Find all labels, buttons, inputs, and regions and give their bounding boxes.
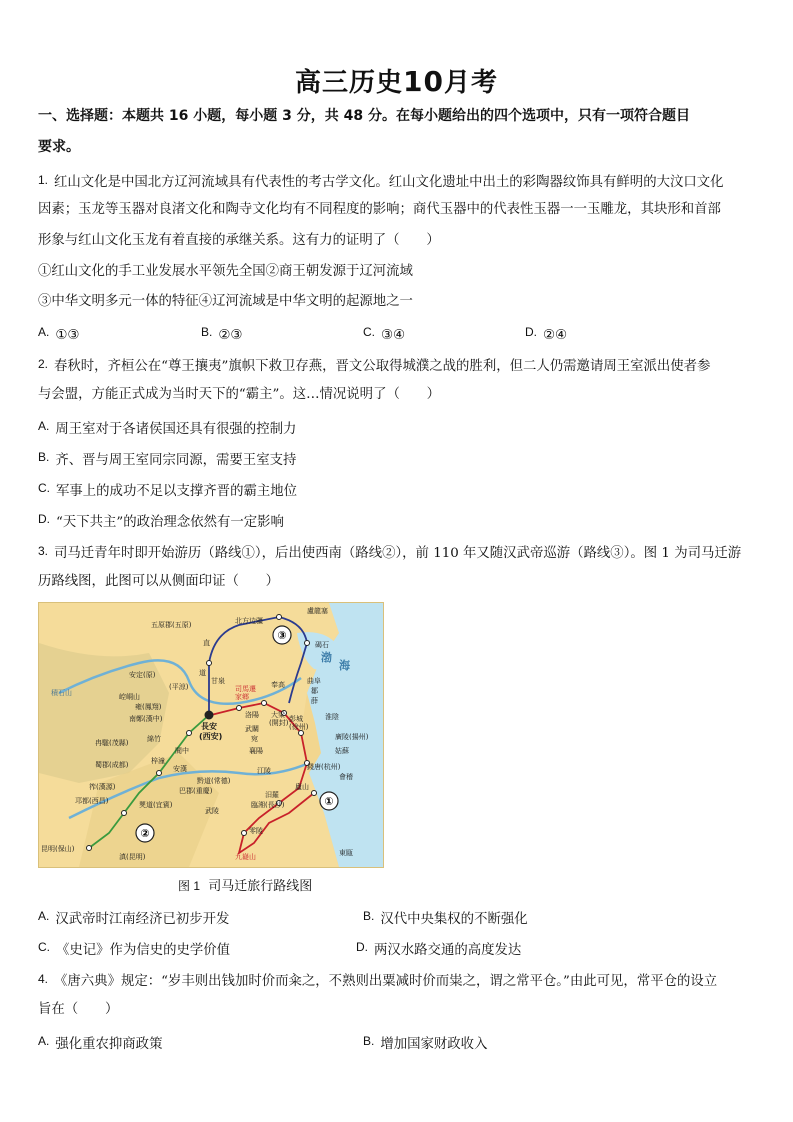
q4-option-b[interactable]: B. 增加国家财政收入: [363, 1034, 488, 1052]
map-label: 僰道(宜賓): [139, 801, 173, 809]
map-label: 曲阜: [307, 677, 321, 685]
map-label: 道: [199, 669, 206, 677]
q4-option-a[interactable]: A. 强化重农抑商政策: [38, 1034, 163, 1052]
map-label: 司馬遷: [235, 685, 256, 693]
map-label: 黔道(常德): [197, 777, 231, 785]
q1-statement-2: ③中华文明多元一体的特征④辽河流域是中华文明的起源地之一: [38, 294, 413, 309]
section-heading-line-2: 要求。: [38, 139, 80, 155]
q2-text-1: 春秋时，齐桓公在“尊王攘夷”旗帜下救卫存燕，晋文公取得城濮之战的胜利，但二人仍需邀请周王室派出使者参: [54, 359, 711, 374]
map-label: 姑蘇: [335, 747, 349, 755]
q3-option-c[interactable]: C. 《史记》作为信史的史学价值: [38, 940, 231, 958]
q2-option-c[interactable]: C. 军事上的成功不足以支撑齐晋的霸主地位: [38, 481, 298, 499]
q3-text-1: 司马迁青年时即开始游历（路线①），后出使西南（路线②），前 110 年又随汉武帝巡游（路线③）。图 1 为司马迁游: [54, 546, 742, 561]
title-part-b: 月考: [443, 68, 498, 98]
q2-line-2: 与会盟，方能正式成为当时天下的“霸主”。这…情况说明了（ ）: [38, 387, 441, 402]
section-heading-line-1: 一、选择题：本题共 16 小题，每小题 3 分，共 48 分。在每小题给出的四个选项中，只有一项符合题目: [38, 108, 690, 124]
map-label: 閬中: [175, 747, 189, 755]
q2-number: 2.: [38, 357, 49, 371]
map-label: 九嶷山: [235, 853, 256, 861]
map-label: 甘泉: [211, 677, 225, 685]
map-label: 安漢: [173, 765, 187, 773]
q1-option-d[interactable]: D. ②④: [525, 325, 568, 343]
q2-line-1: [38, 354, 758, 377]
map-label: 武關: [245, 725, 259, 733]
title-number: 10: [403, 65, 444, 98]
map-label: 會稽: [339, 773, 353, 781]
map-label: 蜀郡(成都): [95, 761, 129, 769]
q3-number: 3.: [38, 544, 49, 558]
route-1-marker: ①: [324, 795, 334, 808]
page-title: [0, 62, 793, 99]
q4-line-1: [38, 969, 758, 992]
map-label: 汨羅: [265, 791, 279, 799]
map-caption: 图 1 司马迁旅行路线图: [178, 879, 313, 894]
q2-option-a[interactable]: A. 周王室对于各诸侯国还具有很强的控制力: [38, 419, 297, 437]
map-label: 安定(原): [129, 671, 156, 679]
map-label: 渤: [321, 651, 332, 664]
q4-text-1: 《唐六典》规定：“岁丰则出钱加时价而籴之，不熟则出粟减时价而粜之，谓之常平仓。”由此可见，常平仓的设立: [54, 974, 718, 989]
title-part-a: 高三历史: [295, 68, 404, 98]
q1-statement-1: ①红山文化的手工业发展水平领先全国②商王朝发源于辽河流域: [38, 264, 413, 279]
map-label: 零陵: [249, 827, 263, 835]
map-label: (徐州): [289, 723, 309, 731]
map-label: 邛都(西昌): [75, 797, 109, 805]
q1-line-3: 形象与红山文化玉龙有着直接的承继关系。这有力的证明了（ ）: [38, 233, 440, 248]
map-label: 盧龍塞: [307, 607, 328, 615]
map-label: 東甌: [339, 849, 353, 857]
map-label: 昆明(保山): [41, 845, 75, 853]
map-label: 雍(鳳翔): [135, 703, 162, 711]
map-label: 積石山: [51, 689, 72, 697]
map-label: 洛陽: [245, 711, 259, 719]
map-label: 滇(昆明): [119, 853, 146, 861]
map-label: 廣陵(揚州): [335, 733, 369, 741]
map-label: 筰(漢源): [89, 783, 116, 791]
q3-line-2: 历路线图，此图可以从侧面印证（ ）: [38, 574, 280, 589]
route-2-marker: ②: [140, 827, 150, 840]
q1-line-2: 因素；玉龙等玉器对良渚文化和陶寺文化均有不同程度的影响；商代玉器中的代表性玉器一一玉雕龙，其块形和首部: [38, 202, 721, 217]
route-map: [38, 602, 384, 868]
map-label: 薛: [311, 697, 318, 705]
map-label: 大梁: [271, 711, 285, 719]
map-label: 綿竹: [147, 735, 161, 743]
q3-line-1: [38, 541, 758, 564]
q1-number: 1.: [38, 173, 49, 187]
q4-number: 4.: [38, 972, 49, 986]
map-label: 武陵: [205, 807, 219, 815]
q1-option-b[interactable]: B. ②③: [201, 325, 243, 343]
map-label: (開封): [269, 719, 289, 727]
map-label: 冉駹(茂縣): [95, 739, 129, 747]
q2-option-d[interactable]: D. “天下共主”的政治理念依然有一定影响: [38, 512, 284, 530]
q3-option-d[interactable]: D. 两汉水路交通的高度发达: [356, 940, 522, 958]
map-label: 五原郡(五原): [151, 621, 192, 629]
q1-line-1: [38, 170, 758, 193]
map-label: (平涼): [169, 683, 189, 691]
q3-option-b[interactable]: B. 汉代中央集权的不断强化: [363, 909, 528, 927]
map-label: 宛: [251, 735, 258, 743]
map-label: 彭城: [289, 715, 303, 723]
q1-option-c[interactable]: C. ③④: [363, 325, 406, 343]
map-label: 海: [339, 659, 350, 672]
q4-line-2: 旨在（ ）: [38, 1002, 119, 1017]
map-label: 江陵: [257, 767, 271, 775]
q1-text-1: 红山文化是中国北方辽河流域具有代表性的考古学文化。红山文化遗址中出土的彩陶器纹饰具有鲜明的大汶口文化: [54, 175, 724, 190]
map-label: 崆峒山: [119, 693, 140, 701]
q2-option-b[interactable]: B. 齐、晋与周王室同宗同源，需要王室支持: [38, 450, 297, 468]
map-label: 巴郡(重慶): [179, 787, 213, 795]
q1-option-a[interactable]: A. ①③: [38, 325, 80, 343]
map-label: 直: [203, 639, 210, 647]
map-label: 鄒: [311, 687, 318, 695]
map-label: (西安): [199, 732, 223, 741]
q3-option-a[interactable]: A. 汉武帝时江南经济已初步开发: [38, 909, 230, 927]
route-3-marker: ③: [277, 629, 287, 642]
map-label: 襄陽: [249, 747, 263, 755]
map-label: 梓潼: [151, 757, 165, 765]
map-label: 碣石: [315, 641, 329, 649]
map-label: 長安: [201, 722, 217, 731]
map-label: 奉高: [271, 681, 285, 689]
map-label: 臨湘(長沙): [251, 801, 285, 809]
map-label: 廬山: [295, 783, 309, 791]
map-label: 淮陰: [325, 713, 339, 721]
map-label: 家鄉: [235, 693, 249, 701]
map-label: 南鄭(漢中): [129, 715, 163, 723]
map-label: 錢唐(杭州): [307, 763, 341, 771]
map-label: 北方边疆: [235, 617, 263, 625]
